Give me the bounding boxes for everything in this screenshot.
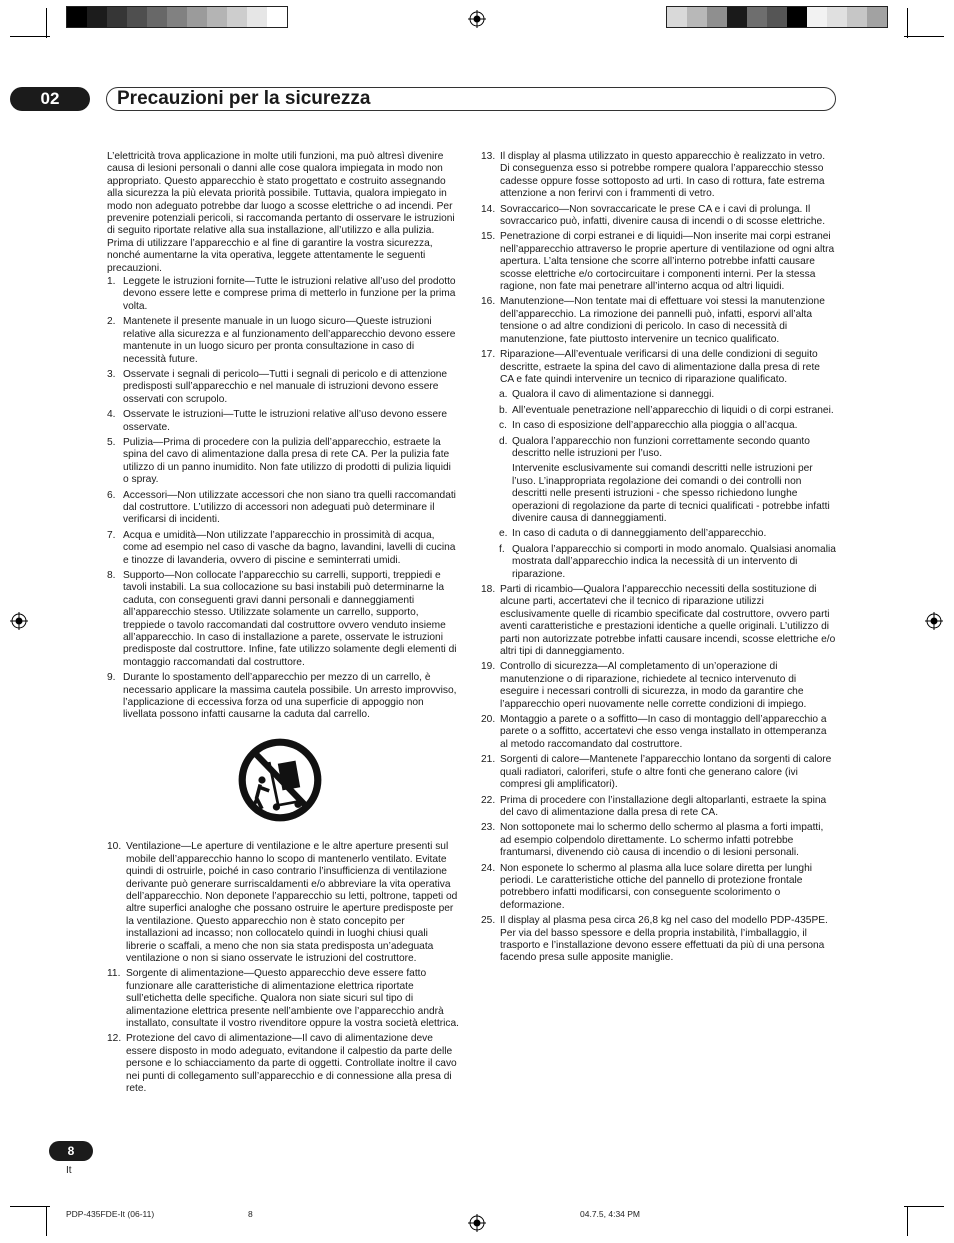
safety-list: [107, 276, 459, 722]
list-item: [481, 584, 836, 658]
list-item-text: Sorgenti di calore—Mantenete l’apparecchio lontano da sorgenti di calore quali radiatori, caloriferi, stufe o altre fonti che generano calore (ivi compresi gli amplificatori).: [500, 754, 832, 791]
registration-mark-icon: [10, 612, 28, 630]
footer-date: 04.7.5, 4:34 PM: [580, 1209, 641, 1219]
list-item-number: 13.: [481, 151, 496, 162]
list-item-text: Montaggio a parete o a soffitto—In caso di montaggio dell’apparecchio a parete o a soffitto, accertatevi che esso venga installato in ottemperanza al metodo raccomandato dal costruttore.: [500, 714, 827, 750]
list-item: [481, 296, 836, 346]
list-item-number: 4.: [107, 409, 116, 421]
color-calibration-bar: [66, 6, 288, 28]
color-swatch: [67, 7, 87, 27]
list-item-number: 2.: [107, 316, 116, 328]
list-item-text: Penetrazione di corpi estranei e di liquidi—Non inserite mai corpi estranei nell’apparecchio attraverso le proprie aperture di ventilazione od ogni altra apertura. L’alta tensione che scorre all’interno potrebbe infatti causare scosse elettriche e/o cortocircuitare i componenti interni. Per la stessa ragione, non fate mai penetrare all’interno acqua od altri liquidi.: [500, 231, 835, 293]
list-item-text: Durante lo spostamento dell’apparecchio per mezzo di un carrello, è necessario applicare la massima cautela possibile. Un arresto improvviso, l’applicazione di eccessiva forza od una superficie di appoggio non livellata possono infatti causarne la caduta dal carrello.: [123, 672, 457, 721]
repair-condition-list: [481, 528, 836, 581]
list-item-number: 25.: [481, 915, 496, 927]
list-item-text: Prima di procedere con l’installazione degli altoparlanti, estraete la spina del cavo di alimentazione dalla presa di rete CA.: [500, 794, 827, 818]
list-item-number: 10.: [107, 841, 122, 853]
color-swatch: [847, 7, 867, 27]
right-column: [481, 151, 836, 968]
color-swatch: [687, 7, 707, 27]
list-item-number: 17.: [481, 349, 496, 361]
list-item: [107, 409, 459, 434]
color-swatch: [207, 7, 227, 27]
list-item-number: 21.: [481, 754, 496, 766]
list-item-number: 9.: [107, 672, 116, 684]
footer-file: PDP-435FDE-It (06-11): [66, 1209, 155, 1219]
color-swatch: [167, 7, 187, 27]
safety-list: [481, 151, 836, 386]
sub-list-item-number: c.: [499, 420, 507, 432]
page-number-badge: 8: [49, 1141, 93, 1161]
list-item: [107, 369, 459, 406]
list-item-number: 22.: [481, 794, 496, 806]
list-item-text: Manutenzione—Non tentate mai di effettuare voi stessi la manutenzione dell’apparecchio. La rimozione dei pannelli può, infatti, esporvi all’alta tensione o ad altre condizioni di pericolo. In caso di necessità di manutenzione, fate piuttosto intervenire un tecnico qualificato.: [500, 296, 825, 345]
list-item-text: Leggete le istruzioni fornite—Tutte le istruzioni relative all’uso del prodotto devono essere lette e comprese prima di metterlo in funzione per la prima volta.: [123, 276, 456, 312]
sub-list-item-number: b.: [499, 404, 508, 416]
list-item: [481, 822, 836, 859]
list-item: [481, 863, 836, 913]
color-calibration-bar: [666, 6, 888, 28]
sub-list-item-number: e.: [499, 528, 508, 540]
crop-mark: [904, 1206, 944, 1207]
color-swatch: [107, 7, 127, 27]
list-item: [481, 231, 836, 293]
list-item: [107, 841, 459, 965]
sub-list-item: [499, 544, 836, 581]
list-item-number: 19.: [481, 661, 496, 673]
repair-condition-list: [481, 389, 836, 460]
sub-list-item-text: Qualora il cavo di alimentazione si danneggi.: [512, 389, 715, 401]
list-item-number: 18.: [481, 584, 496, 595]
list-item-number: 6.: [107, 489, 116, 501]
footer-page: 8: [248, 1209, 253, 1219]
list-item: [481, 661, 836, 711]
list-item: [481, 349, 836, 386]
list-item: [107, 530, 459, 567]
list-item: [107, 437, 459, 487]
list-item: [107, 490, 459, 527]
list-item-number: 20.: [481, 714, 496, 726]
list-item: [481, 915, 836, 965]
sub-list-item-text: In caso di esposizione dell’apparecchio alla pioggia o all’acqua.: [512, 420, 798, 432]
sub-item-note: Intervenite esclusivamente sui comandi descritti nelle istruzioni per l’uso. L’inappropriata regolazione dei comandi o dei controlli non descritti nelle presenti istruzioni - che spesso richiedono lunghe operazioni di regolazione da parte di tecnici qualificati - potrebbe infatti divenire causa di danneggiamenti.: [512, 463, 830, 524]
color-swatch: [147, 7, 167, 27]
registration-mark-icon: [468, 1214, 486, 1232]
list-item-number: 1.: [107, 276, 116, 288]
sub-list-item: [499, 389, 836, 401]
list-item-text: Protezione del cavo di alimentazione—Il cavo di alimentazione deve essere disposto in modo adeguato, evitandone il calpestio da parte delle persone e lo schiacciamento da parte di oggetti. Controllate inoltre il cavo nei punti di collegamento sull’apparecchio e di connessione alla presa di rete.: [126, 1033, 457, 1094]
sub-list-item: [499, 436, 836, 461]
crop-mark: [907, 1206, 908, 1236]
sub-list-item: [499, 405, 836, 417]
list-item: [107, 276, 459, 313]
list-item-number: 8.: [107, 570, 116, 581]
color-swatch: [807, 7, 827, 27]
sub-list-item: [499, 528, 836, 540]
chapter-header: [10, 87, 836, 111]
list-item-text: Ventilazione—Le aperture di ventilazione e le altre aperture presenti sul mobile dell’apparecchio hanno lo scopo di mantenerlo ventilato. Evitate quindi di ostruirle, poiché in caso contrario l’insufficienza di ventilazione derivante può generare surriscaldamenti e/o abbreviare la vita operativa dell’apparecchio. Non deponete l’apparecchio su letti, poltrone, tappeti od altre superfici analoghe che possano ostruire le aperture predisposte per la ventilazione. Questo apparecchio non è stato concepito per installazioni ad incasso; non collocatelo quindi in luoghi chiusi quali librerie o scaffali, a meno che non sia stata predisposta un’adeguata ventilazione o non si siano osservate le istruzioni del costruttore.: [126, 841, 458, 964]
list-item-number: 15.: [481, 231, 496, 243]
left-column: [107, 151, 459, 1098]
list-item-number: 7.: [107, 529, 116, 541]
list-item-number: 24.: [481, 862, 496, 874]
color-swatch: [127, 7, 147, 27]
safety-list: [481, 584, 836, 965]
list-item-text: Non esponete lo schermo al plasma alla luce solare diretta per lunghi periodi. Le caratteristiche ottiche del pannello di protezione frontale potrebbero infatti modificarsi, con conseguente scolorimento o deformazione.: [500, 862, 813, 911]
crop-mark: [46, 8, 47, 38]
list-item-text: Accessori—Non utilizzate accessori che non siano tra quelli raccomandati dal costruttore. L’utilizzo di accessori non adeguati può determinare il verificarsi di incidenti.: [123, 489, 456, 526]
list-item-number: 11.: [107, 968, 121, 980]
list-item: [107, 968, 459, 1030]
color-swatch: [267, 7, 287, 27]
color-swatch: [747, 7, 767, 27]
list-item-text: Osservate le istruzioni—Tutte le istruzioni relative all’uso devono essere osservate.: [123, 409, 448, 433]
color-swatch: [227, 7, 247, 27]
sub-list-item-text: Qualora l’apparecchio non funzioni correttamente secondo quanto descritto nelle istruzioni per l’uso.: [512, 435, 810, 459]
page-title: Precauzioni per la sicurezza: [117, 88, 371, 109]
color-swatch: [247, 7, 267, 27]
list-item: [481, 795, 836, 820]
list-item: [107, 316, 459, 366]
chapter-number-badge: 02: [10, 87, 90, 111]
list-item-text: Pulizia—Prima di procedere con la pulizia dell’apparecchio, estraete la spina del cavo di alimentazione dalla presa di rete CA. Per la pulizia fate utilizzo di un panno inumidito. Non fate utilizzo di prodotti di pulizia liquidi o spray.: [123, 436, 451, 486]
list-item-text: Sovraccarico—Non sovraccaricate le prese CA e i cavi di prolunga. Il sovraccarico può, infatti, divenire causa di incendi o di scosse elettriche.: [500, 203, 826, 228]
list-item-number: 12.: [107, 1033, 122, 1045]
list-item-number: 16.: [481, 296, 496, 308]
list-item-number: 14.: [481, 203, 496, 215]
list-item-text: Sorgente di alimentazione—Questo apparecchio deve essere fatto funzionare alle caratteristiche di alimentazione elettrica riportate sull’etichetta delle specifiche. Qualora non siate sicuri sul tipo di alimentazione elettrica presente nell’ambiente ove l’apparecchio andrà installato, consultate il vostro rivenditore oppure la vostra società elettrica.: [126, 968, 459, 1029]
list-item-text: Il display al plasma pesa circa 26,8 kg nel caso del modello PDP-435PE. Per via del basso spessore e della propria instabilità, l’imballaggio, il trasporto e l’installazione devono essere effettuati da più di una persona facendo presa sulle apposite maniglie.: [500, 915, 828, 964]
color-swatch: [667, 7, 687, 27]
crop-mark: [10, 1206, 50, 1207]
sub-list-item-text: Qualora l’apparecchio si comporti in modo anomalo. Qualsiasi anomalia mostrata dall’apparecchio indica la necessità di un intervento di riparazione.: [512, 543, 836, 580]
intro-paragraph: L’elettricità trova applicazione in molte utili funzioni, ma può altresì divenire causa di lesioni personali o danni alle cose qualora impiegata in modo non appropriato. Questo apparecchio è stato progettato e costruito assegnando alla sicurezza la più elevata priorità possibile. Tuttavia, qualora impiegato in modo non adeguato potrebbe dar luogo a scosse elettriche o ad incendi. Per prevenire potenziali pericoli, si raccomanda pertanto di osservare le istruzioni di seguito riportate relative alla sua installazione, all’utilizzo e alla pulizia. Prima di utilizzare l’apparecchio e al fine di garantire la vostra sicurezza, nonché aumentarne la vita operativa, leggete attentamente le seguenti precauzioni.: [107, 151, 455, 274]
sub-list-item-number: a.: [499, 389, 508, 401]
list-item-text: Osservate i segnali di pericolo—Tutti i segnali di pericolo e di attenzione predisposti sull’apparecchio e nel manuale di istruzioni devono essere osservati con scrupolo.: [123, 368, 448, 405]
crop-mark: [46, 1206, 47, 1236]
list-item: [107, 672, 459, 722]
list-item: [481, 754, 836, 791]
registration-mark-icon: [468, 10, 486, 28]
color-swatch: [87, 7, 107, 27]
color-swatch: [187, 7, 207, 27]
list-item-number: 3.: [107, 368, 116, 380]
sub-list-item-number: d.: [499, 435, 508, 447]
sub-list-item-number: f.: [499, 543, 505, 555]
sub-list-item: [499, 420, 836, 432]
list-item-text: Riparazione—All’eventuale verificarsi di una delle condizioni di seguito descritte, estraete la spina del cavo di alimentazione dalla presa di rete CA e fate quindi intervenire un tecnico di riparazione qualificato.: [500, 349, 820, 385]
color-swatch: [767, 7, 787, 27]
list-item-text: Acqua e umidità—Non utilizzate l’apparecchio in prossimità di acqua, come ad esempio nel caso di vasche da bagno, lavandini, lavelli di cucina e tinozze di lavanderia, ovvero di piscine e seminterrati umidi.: [123, 529, 456, 566]
list-item-text: Supporto—Non collocate l’apparecchio su carrelli, supporti, treppiedi e tavoli instabili. La sua collocazione su basi instabili può determinarne la caduta, con conseguenti gravi danni personali e danneggiamenti all’apparecchio stesso. Utilizzate solamente un carrello, supporto, treppiede o tavolo raccomandati dal costruttore ovvero venduto insieme all’apparecchio. In caso di installazione a parete, osservate le istruzioni predisposte dal costruttore. Infine, fate utilizzo solamente degli elementi di montaggio raccomandati dal costruttore.: [123, 570, 457, 668]
sub-list-item-text: In caso di caduta o di danneggiamento dell’apparecchio.: [512, 528, 767, 540]
list-item-number: 5.: [107, 436, 116, 448]
list-item-number: 23.: [481, 822, 496, 834]
list-item-text: Mantenete il presente manuale in un luogo sicuro—Queste istruzioni relative alla sicurezza e al funzionamento dell’apparecchio devono essere mantenute in un luogo sicuro per pronta consultazione in caso di necessità future.: [123, 316, 456, 365]
safety-list: [107, 841, 459, 1095]
color-swatch: [827, 7, 847, 27]
list-item: [481, 151, 836, 201]
color-swatch: [707, 7, 727, 27]
list-item: [107, 570, 459, 669]
crop-mark: [907, 8, 908, 38]
registration-mark-icon: [925, 612, 943, 630]
color-swatch: [787, 7, 807, 27]
list-item-text: Parti di ricambio—Qualora l’apparecchio necessiti della sostituzione di alcune parti, accertatevi che il tecnico di riparazione utilizzi esclusivamente quelle di ricambio specificate dal costruttore, ovvero parti aventi caratteristiche e prestazioni identiche a quelle originali. L’utilizzo di parti non autorizzate potrebbe infatti causare incendi, scosse elettriche e/o altri tipi di danneggiamento.: [500, 584, 836, 658]
list-item: [481, 714, 836, 751]
color-swatch: [727, 7, 747, 27]
language-code: It: [66, 1165, 72, 1176]
list-item-text: Controllo di sicurezza—Al completamento di un’operazione di manutenzione o di riparazione, richiedete al tecnico intervenuto di eseguire i necessari controlli di sicurezza, in modo da garantire che l’apparecchio operi nuovamente nelle corrette condizioni di impiego.: [500, 661, 807, 710]
crop-mark: [904, 36, 944, 37]
list-item: [481, 204, 836, 229]
title-frame: [106, 87, 836, 111]
list-item-text: Il display al plasma utilizzato in questo apparecchio è realizzato in vetro. Di conseguenza esso si potrebbe rompere qualora l’apparecchio stesso cadesse oppure fosse sottoposto ad urti. In caso di rottura, fate estrema attenzione a non ferirvi con i frammenti di vetro.: [500, 151, 826, 200]
list-item-text: Non sottoponete mai lo schermo dello schermo al plasma a forti impatti, ad esempio colpendolo direttamente. Lo schermo infatti potrebbe frantumarsi, divenendo ciò causa di incendio o di lesioni personali.: [500, 822, 824, 859]
crop-mark: [10, 36, 50, 37]
color-swatch: [867, 7, 887, 27]
cart-warning-icon: [235, 735, 325, 825]
sub-list-item-text: All’eventuale penetrazione nell’apparecchio di liquidi o di corpi estranei.: [512, 404, 834, 416]
list-item: [107, 1033, 459, 1095]
